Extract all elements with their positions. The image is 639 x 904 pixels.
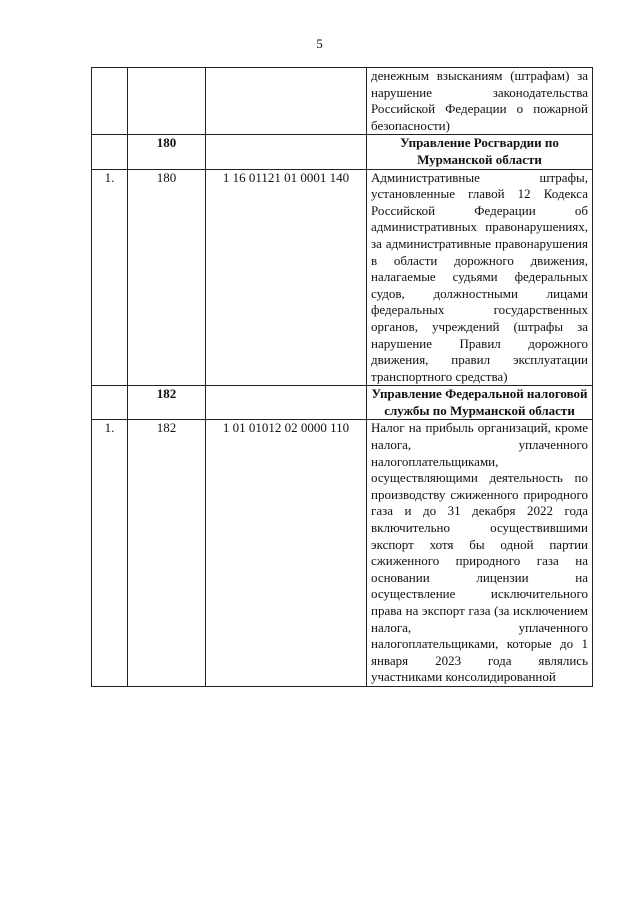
cell-description: Административные штрафы, установленные главой 12 Кодекса Российской Федерации об административных правонарушениях, за административные правонарушения в области дорожного движения, налагаемые судьями федеральных судов, должностными лицами федеральных государственных органов, учреждений (штрафы за нарушение Правил дорожного движения, правил эксплуатации транспортного средства) — [367, 169, 593, 386]
cell-num: 1. — [92, 169, 128, 386]
section-title: Управление Росгвардии по Мурманской области — [367, 135, 593, 169]
table-row — [92, 169, 593, 386]
cell-kbk — [206, 135, 367, 169]
table-row-section-header — [92, 386, 593, 420]
cell-admin-code: 182 — [128, 420, 206, 687]
section-code: 180 — [128, 135, 206, 169]
table-row-section-header — [92, 135, 593, 169]
cell-num: 1. — [92, 420, 128, 687]
table-row-continuation — [92, 68, 593, 135]
cell-kbk: 1 01 01012 02 0000 110 — [206, 420, 367, 687]
cell-description: денежным взысканиям (штрафам) за нарушение законодательства Российской Федерации о пожарной безопасности) — [367, 68, 593, 135]
page-number: 5 — [316, 36, 323, 51]
cell-num — [92, 386, 128, 420]
section-code: 182 — [128, 386, 206, 420]
cell-admin-code — [128, 68, 206, 135]
section-title: Управление Федеральной налоговой службы по Мурманской области — [367, 386, 593, 420]
cell-num — [92, 68, 128, 135]
cell-num — [92, 135, 128, 169]
cell-admin-code: 180 — [128, 169, 206, 386]
revenue-table — [91, 67, 593, 687]
cell-kbk — [206, 68, 367, 135]
table-row — [92, 420, 593, 687]
cell-kbk: 1 16 01121 01 0001 140 — [206, 169, 367, 386]
cell-description: Налог на прибыль организаций, кроме налога, уплаченного налогоплательщиками, осуществляющими деятельность по производству сжиженного природного газа и до 31 декабря 2022 года включительно осуществившими экспорт хотя бы одной партии сжиженного природного газа на основании лицензии на осуществление исключительного права на экспорт газа (за исключением налога, уплаченного налогоплательщиками, которые до 1 января 2023 года являлись участниками консолидированной — [367, 420, 593, 687]
cell-kbk — [206, 386, 367, 420]
